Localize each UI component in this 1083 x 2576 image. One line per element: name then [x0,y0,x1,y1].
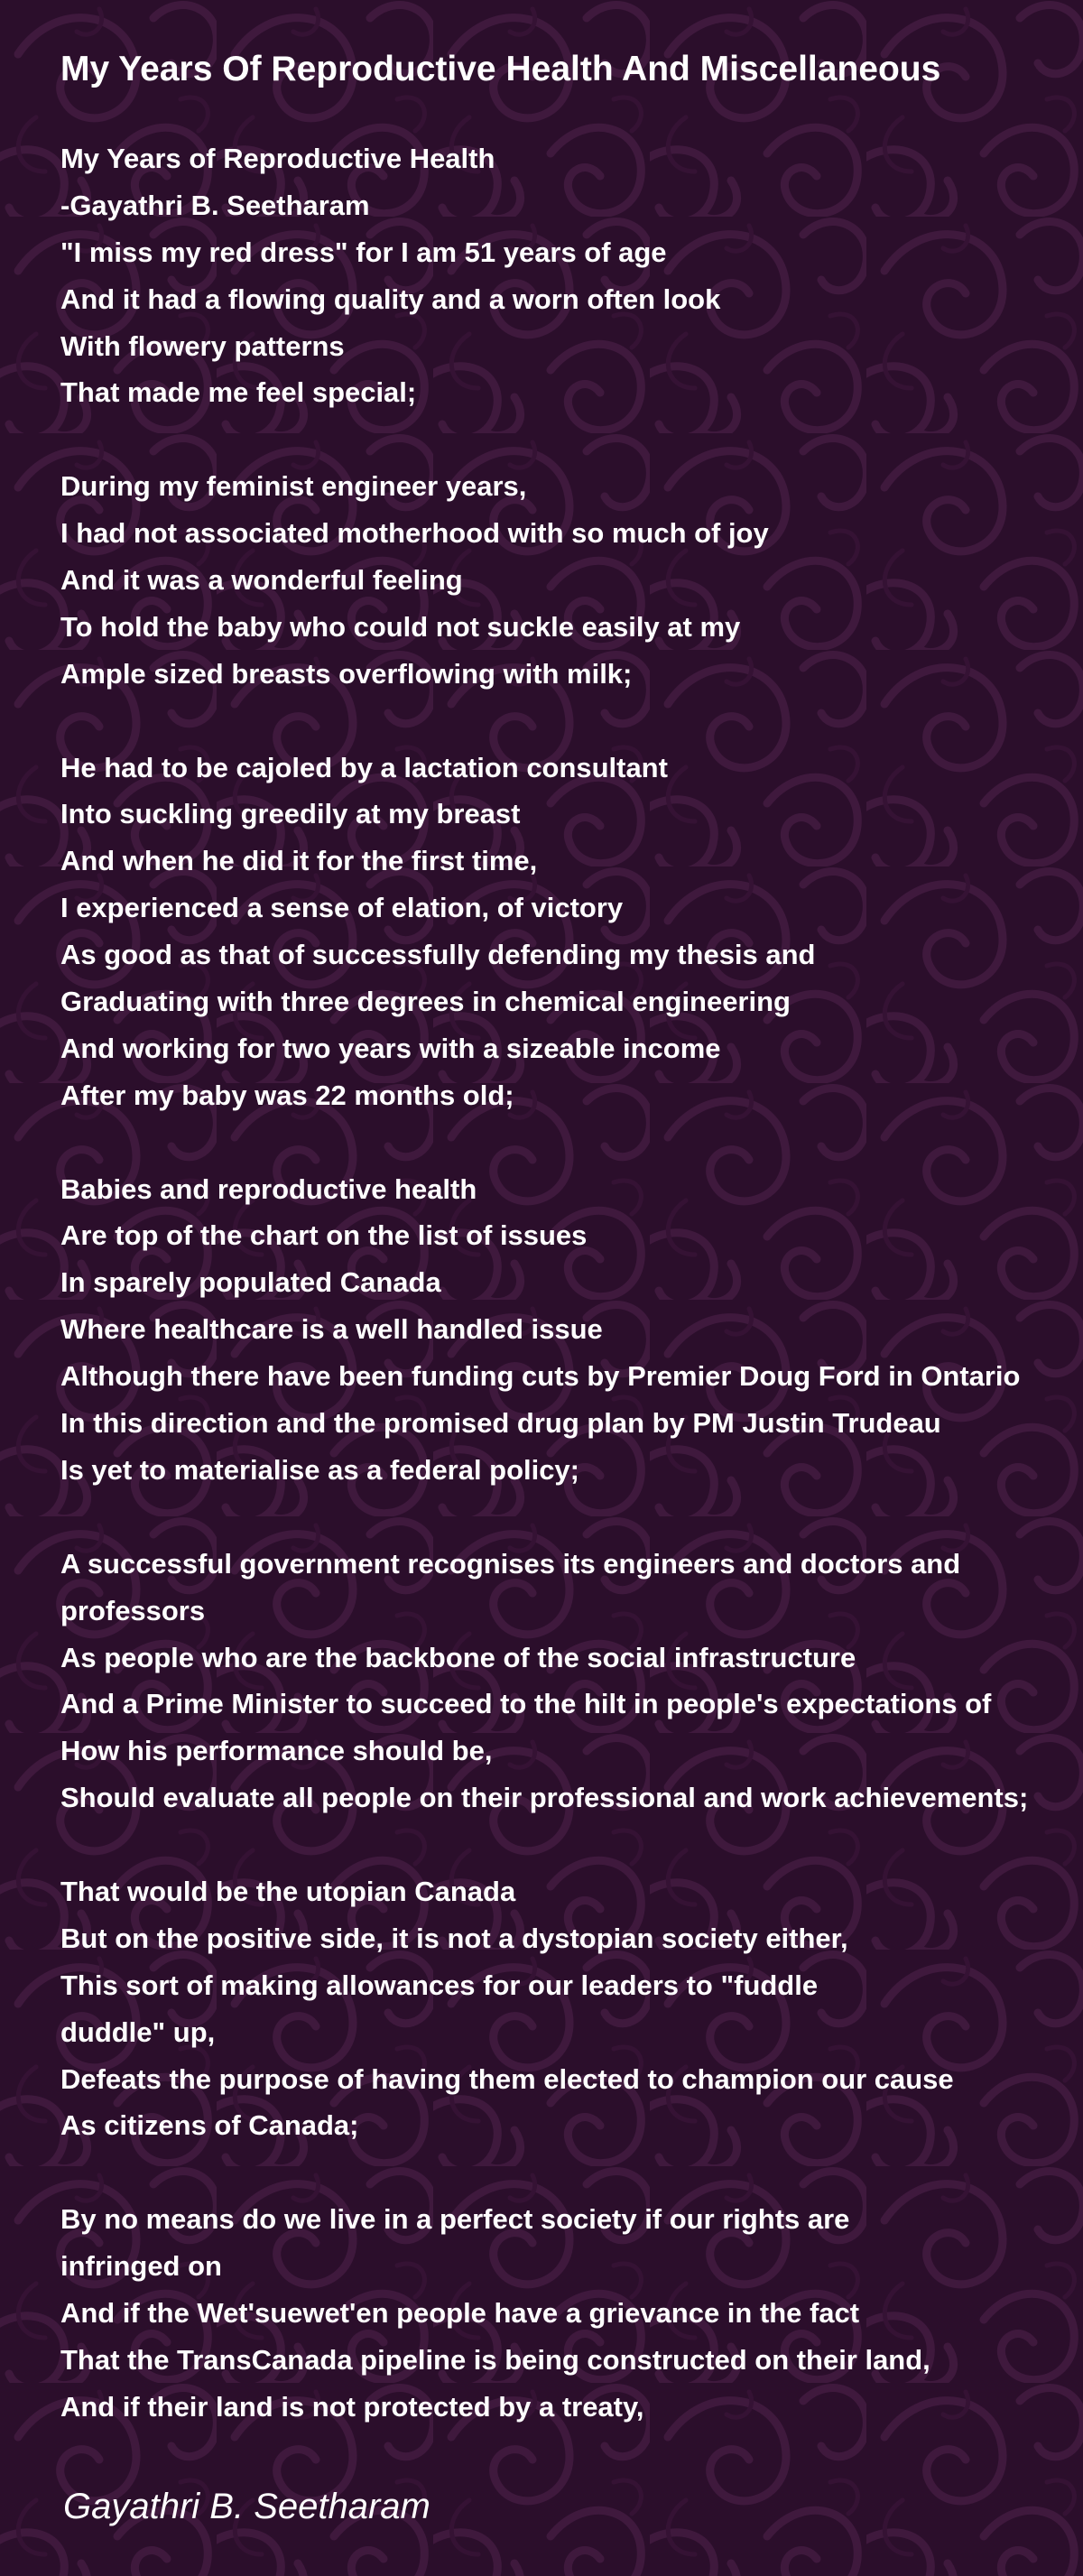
stanza-gap [60,416,1080,463]
poem-body [60,135,1080,2431]
stanza [60,135,1080,416]
poem-line: My Years of Reproductive Health [60,143,495,174]
stanza-gap [60,2149,1080,2196]
poem-line: Is yet to materialise as a federal policy; [60,1453,579,1486]
stanza [60,1868,1080,2149]
poem-line: That would be the utopian Canada [60,1875,516,1907]
poem-line: That made me feel special; [60,376,417,409]
poem-line: In this direction and the promised drug plan by PM Justin Trudeau [60,1407,941,1440]
poem-line: In sparely populated Canada [60,1266,441,1299]
poem-line: Babies and reproductive health [60,1172,477,1205]
poem-title: My Years Of Reproductive Health And Miscellaneous [60,50,941,88]
stanza [60,745,1080,1119]
poem-line: A successful government recognises its engineers and doctors and [60,1547,961,1580]
poem-line: Defeats the purpose of having them elected to champion our cause [60,2062,954,2095]
poem-line: And working for two years with a sizeable income [60,1032,721,1064]
poem-line: Graduating with three degrees in chemical engineering [60,986,791,1018]
poem-line: To hold the baby who could not suckle easily at my [60,610,741,643]
stanza-gap [60,698,1080,745]
stanza-gap [60,1821,1080,1868]
poem-line: How his performance should be, [60,1735,493,1767]
poem-line: With flowery patterns [60,329,345,362]
stanza-gap [60,1494,1080,1541]
poem-line: By no means do we live in a perfect society if our rights are [60,2203,850,2236]
poem-line: And if their land is not protected by a treaty, [60,2390,644,2423]
poem-line: Into suckling greedily at my breast [60,798,521,830]
poem-line: But on the positive side, it is not a dystopian society either, [60,1922,848,1954]
poem-line: As good as that of successfully defending my thesis and [60,939,816,971]
poem-line: Should evaluate all people on their professional and work achievements; [60,1782,1029,1814]
poem-line: -Gayathri B. Seetharam [60,189,370,221]
poem-line: Although there have been funding cuts by Premier Doug Ford in Ontario [60,1360,1021,1393]
author-signature: Gayathri B. Seetharam [63,2487,430,2526]
poem-line: professors [60,1594,206,1626]
poem-line: Ample sized breasts overflowing with milk; [60,657,633,690]
stanza [60,463,1080,697]
poem-line: Are top of the chart on the list of issues [60,1219,588,1252]
poem-line: And a Prime Minister to succeed to the hilt in people's expectations of [60,1688,992,1720]
poem-line: As people who are the backbone of the social infrastructure [60,1641,856,1673]
poem-line: That the TransCanada pipeline is being constructed on their land, [60,2343,930,2376]
poem-line: Where healthcare is a well handled issue [60,1313,603,1346]
stanza-gap [60,1119,1080,1166]
stanza [60,1166,1080,1494]
stanza [60,2196,1080,2430]
poem-line: During my feminist engineer years, [60,470,527,503]
poem-line: And it was a wonderful feeling [60,564,463,597]
stanza [60,1541,1080,1821]
poem-line: And it had a flowing quality and a worn often look [60,283,721,315]
poem-line: infringed on [60,2250,222,2283]
poem-line: "I miss my red dress" for I am 51 years of age [60,236,667,268]
poem-line: This sort of making allowances for our leaders to "fuddle [60,1969,819,2001]
poem-line: I experienced a sense of elation, of victory [60,892,624,924]
poem-line: And if the Wet'suewet'en people have a grievance in the fact [60,2296,860,2329]
poem-line: After my baby was 22 months old; [60,1079,514,1111]
poem-line: duddle" up, [60,2015,216,2048]
poem-line: I had not associated motherhood with so much of joy [60,517,769,550]
poem-line: As citizens of Canada; [60,2109,359,2142]
poem-line: And when he did it for the first time, [60,845,538,877]
poem-line: He had to be cajoled by a lactation consultant [60,751,668,783]
